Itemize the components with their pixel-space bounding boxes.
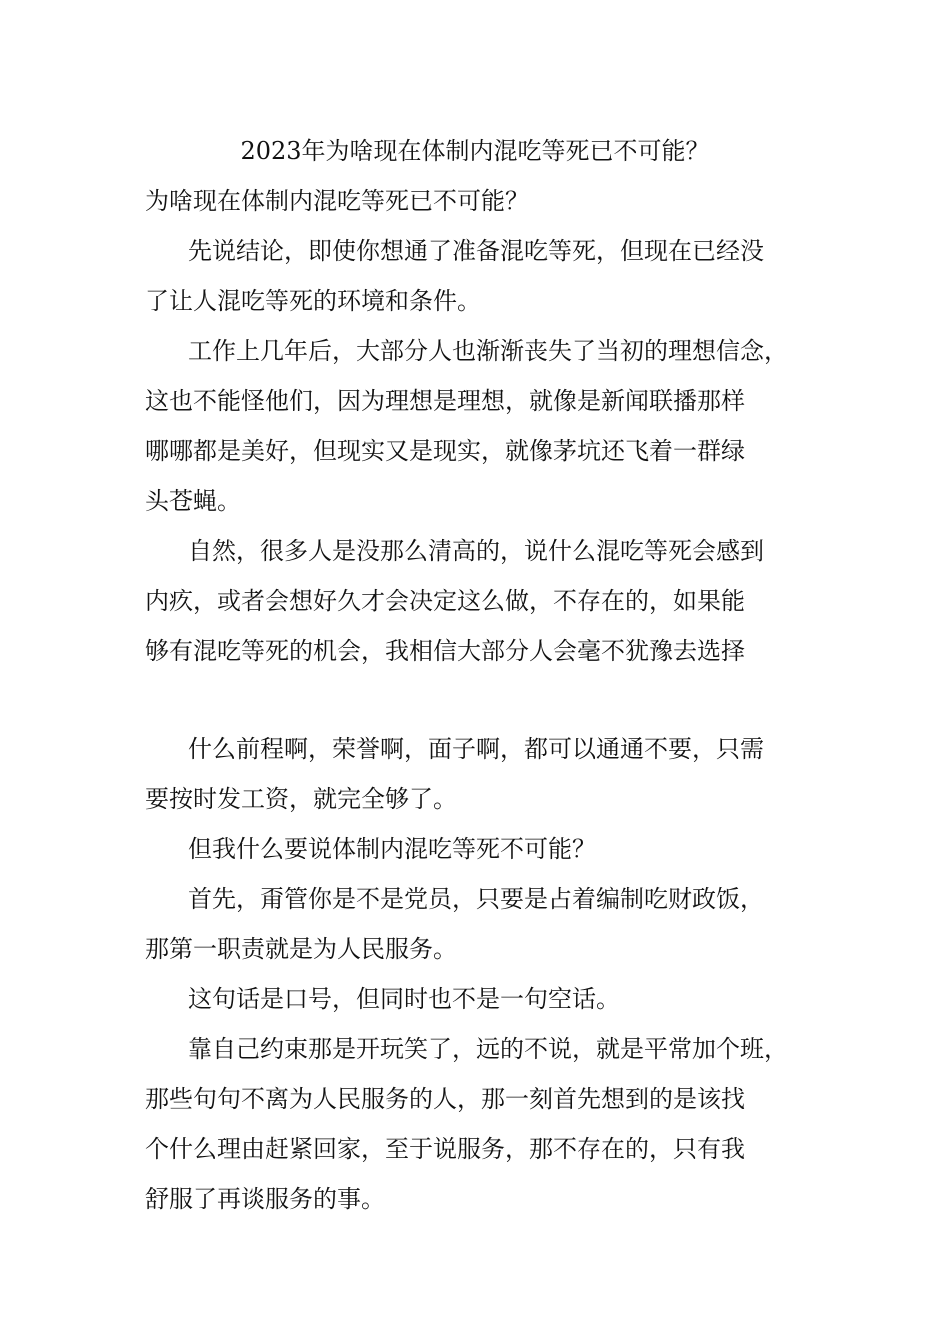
document-title: 2023年为啥现在体制内混吃等死已不可能？ [240,137,710,165]
paragraph-line: 舒服了再谈服务的事。 [145,1185,385,1213]
paragraph-line: 什么前程啊，荣誉啊，面子啊，都可以通通不要，只需 [188,735,764,763]
paragraph-line: 要按时发工资，就完全够了。 [145,785,457,813]
paragraph-line: 首先，甭管你是不是党员，只要是占着编制吃财政饭， [188,885,764,913]
paragraph-line: 为啥现在体制内混吃等死已不可能？ [145,187,529,215]
paragraph-line: 够有混吃等死的机会，我相信大部分人会毫不犹豫去选择 [145,637,745,665]
paragraph-line: 但我什么要说体制内混吃等死不可能？ [188,835,596,863]
paragraph-line: 头苍蝇。 [145,487,241,515]
paragraph-line: 个什么理由赶紧回家，至于说服务，那不存在的，只有我 [145,1135,745,1163]
paragraph-line: 先说结论，即使你想通了准备混吃等死，但现在已经没 [188,237,764,265]
paragraph-line: 工作上几年后，大部分人也渐渐丧失了当初的理想信念， [188,337,788,365]
paragraph-line: 哪哪都是美好，但现实又是现实，就像茅坑还飞着一群绿 [145,437,745,465]
paragraph-line: 靠自己约束那是开玩笑了，远的不说，就是平常加个班， [188,1035,788,1063]
paragraph-line: 那第一职责就是为人民服务。 [145,935,457,963]
paragraph-line: 这句话是口号，但同时也不是一句空话。 [188,985,620,1013]
paragraph-line: 这也不能怪他们，因为理想是理想，就像是新闻联播那样 [145,387,745,415]
paragraph-line: 那些句句不离为人民服务的人，那一刻首先想到的是该找 [145,1085,745,1113]
paragraph-line: 内疚，或者会想好久才会决定这么做，不存在的，如果能 [145,587,745,615]
paragraph-line: 自然，很多人是没那么清高的，说什么混吃等死会感到 [188,537,764,565]
paragraph-line: 了让人混吃等死的环境和条件。 [145,287,481,315]
